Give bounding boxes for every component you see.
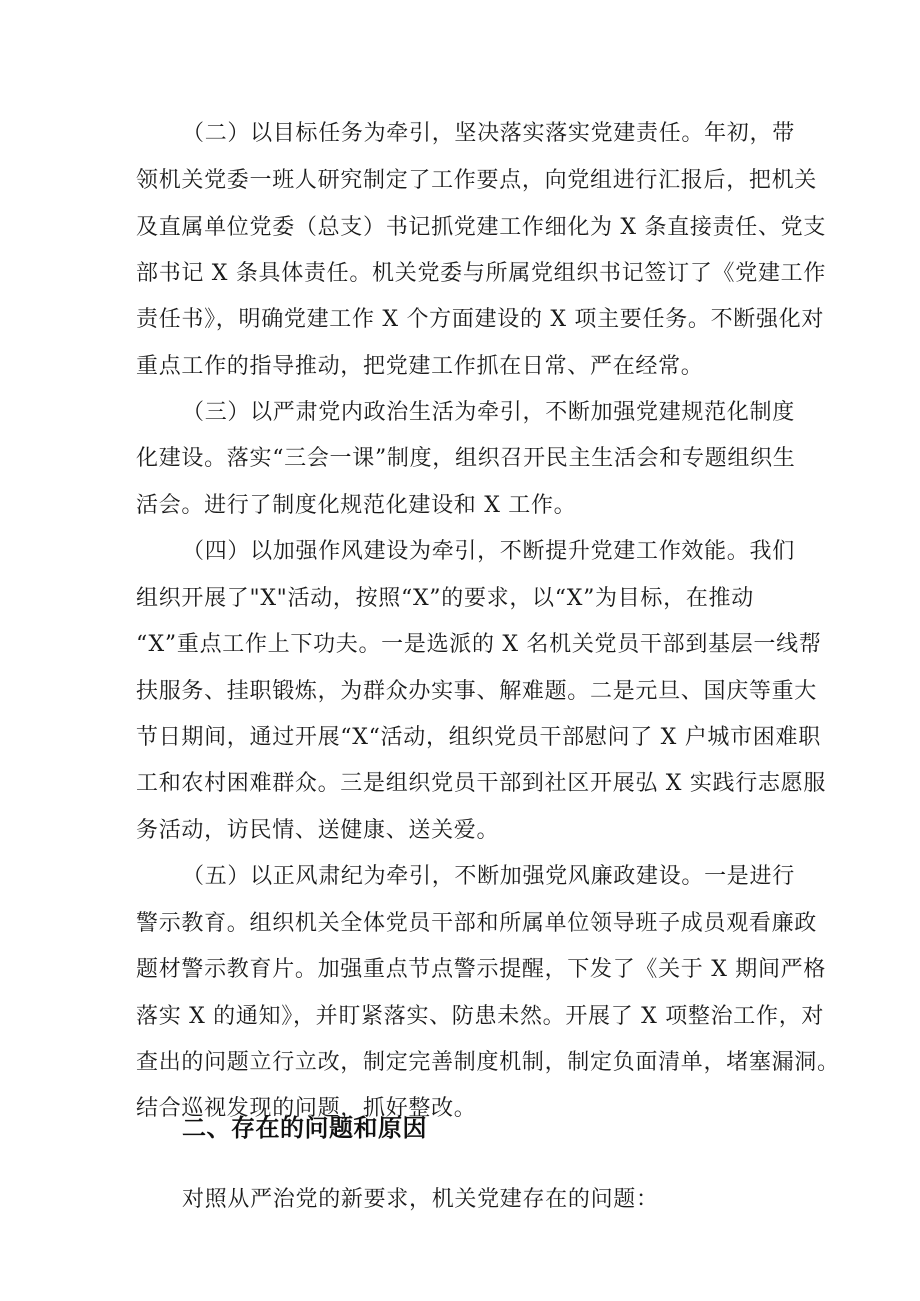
paragraph-3-line-3: “X”重点工作上下功夫。一是选派的 X 名机关党员干部到基层一线帮 [136, 632, 822, 657]
paragraph-3-line-4: 扶服务、挂职锻炼，为群众办实事、解难题。二是元旦、国庆等重大 [136, 679, 818, 704]
paragraph-2-line-2: 化建设。落实“三会一课”制度，组织召开民主生活会和专题组织生 [136, 446, 796, 471]
paragraph-3-line-2: 组织开展了"X"活动，按照“X”的要求，以“X”为目标，在推动 [136, 586, 754, 611]
paragraph-4-line-3: 题材警示教育片。加强重点节点警示提醒，下发了《关于 X 期间严格 [136, 957, 827, 982]
paragraph-1-line-6: 重点工作的指导推动，把党建工作抓在日常、严在经常。 [136, 354, 704, 379]
paragraph-4-line-2: 警示教育。组织机关全体党员干部和所属单位领导班子成员观看廉政 [136, 911, 818, 936]
paragraph-3-line-1: （四）以加强作风建设为牵引，不断提升党建工作效能。我们 [182, 539, 795, 564]
paragraph-3-line-5: 节日期间，通过开展“X“活动，组织党员干部慰问了 X 户城市困难职 [136, 725, 821, 750]
paragraph-4-line-4: 落实 X 的通知》，并盯紧落实、防患未然。开展了 X 项整治工作，对 [136, 1004, 825, 1029]
paragraph-4-line-5: 查出的问题立行立改，制定完善制度机制，制定负面清单，堵塞漏洞。 [136, 1050, 840, 1075]
paragraph-2-line-3: 活会。进行了制度化规范化建设和 X 工作。 [136, 493, 577, 518]
paragraph-1-line-5: 责任书》，明确党建工作 X 个方面建设的 X 项主要任务。不断强化对 [136, 307, 825, 332]
paragraph-1-line-1: （二）以目标任务为牵引，坚决落实落实党建责任。年初，带 [182, 121, 795, 146]
paragraph-2-line-1: （三）以严肃党内政治生活为牵引，不断加强党建规范化制度 [182, 400, 795, 425]
paragraph-4-line-6: 结合巡视发现的问题，抓好整改。 [136, 1096, 477, 1121]
paragraph-1-line-4: 部书记 X 条具体责任。机关党委与所属党组织书记签订了《党建工作 [136, 261, 827, 286]
paragraph-3-line-6: 工和农村困难群众。三是组织党员干部到社区开展弘 X 实践行志愿服 [136, 771, 827, 796]
section-heading: 二、存在的问题和原因 [182, 1114, 427, 1142]
paragraph-1-line-2: 领机关党委一班人研究制定了工作要点，向党组进行汇报后，把机关 [136, 168, 818, 193]
paragraph-4-line-1: （五）以正风肃纪为牵引，不断加强党风廉政建设。一是进行 [182, 864, 795, 889]
closing-line: 对照从严治党的新要求，机关党建存在的问题： [182, 1187, 659, 1212]
paragraph-1-line-3: 及直属单位党委（总支）书记抓党建工作细化为 X 条直接责任、党支 [136, 215, 827, 240]
paragraph-3-line-7: 务活动，访民情、送健康、送关爱。 [136, 818, 500, 843]
